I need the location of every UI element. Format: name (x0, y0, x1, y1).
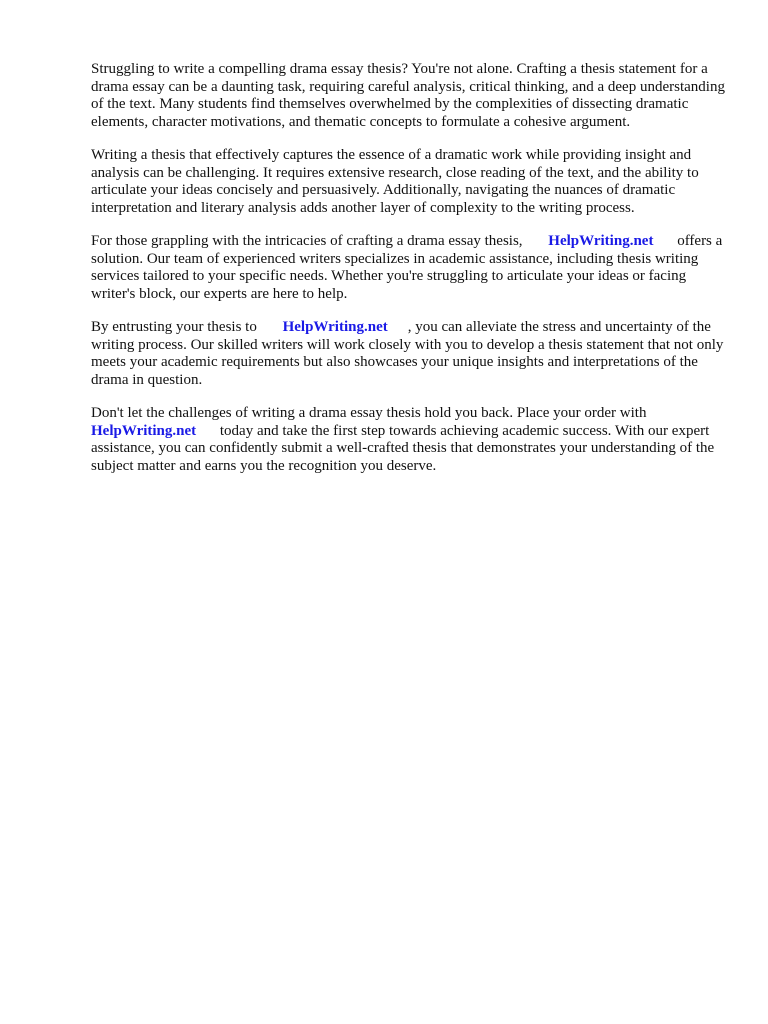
paragraph-5-text-before: Don't let the challenges of writing a drama essay thesis hold you back. Place your order with (91, 405, 647, 421)
paragraph-5-text-after: today and take the first step towards achieving academic success. With our expert assistance, you can confidently submit a well-crafted thesis that demonstrates your understanding of the subject matter and earns you the recognition you deserve. (91, 422, 715, 474)
paragraph-3-text-before: For those grappling with the intricacies of crafting a drama essay thesis, (91, 233, 523, 249)
document-body (91, 61, 731, 491)
paragraph-2 (91, 147, 731, 217)
paragraph-1 (91, 61, 731, 131)
paragraph-2-text: Writing a thesis that effectively captures the essence of a dramatic work while providing insight and analysis can be challenging. It requires extensive research, close reading of the text, and the ability to articulate your ideas concisely and persuasively. Additionally, navigating the nuances of dramatic interpretation and literary analysis adds another layer of complexity to the writing process. (91, 147, 699, 216)
paragraph-3 (91, 233, 731, 303)
helpwriting-link-1[interactable]: HelpWriting.net (548, 233, 654, 249)
helpwriting-link-3[interactable]: HelpWriting.net (91, 422, 197, 439)
paragraph-4 (91, 319, 731, 389)
paragraph-3-text-after: offers a solution. Our team of experienced writers specializes in academic assistance, including thesis writing services tailored to your specific needs. Whether you're struggling to articulate your ideas or facing writer's block, our experts are here to help. (91, 233, 723, 302)
paragraph-4-text-before: By entrusting your thesis to (91, 319, 257, 335)
paragraph-1-text: Struggling to write a compelling drama essay thesis? You're not alone. Crafting a thesis statement for a drama essay can be a daunting task, requiring careful analysis, critical thinking, and a deep understanding of the text. Many students find themselves overwhelmed by the complexities of dissecting dramatic elements, character motivations, and thematic concepts to formulate a cohesive argument. (91, 61, 725, 130)
helpwriting-link-2[interactable]: HelpWriting.net (282, 319, 388, 335)
paragraph-4-text-after: , you can alleviate the stress and uncertainty of the writing process. Our skilled writers will work closely with you to develop a thesis statement that not only meets your academic requirements but also showcases your unique insights and interpretations of the drama in question. (91, 319, 724, 388)
paragraph-5 (91, 405, 731, 475)
